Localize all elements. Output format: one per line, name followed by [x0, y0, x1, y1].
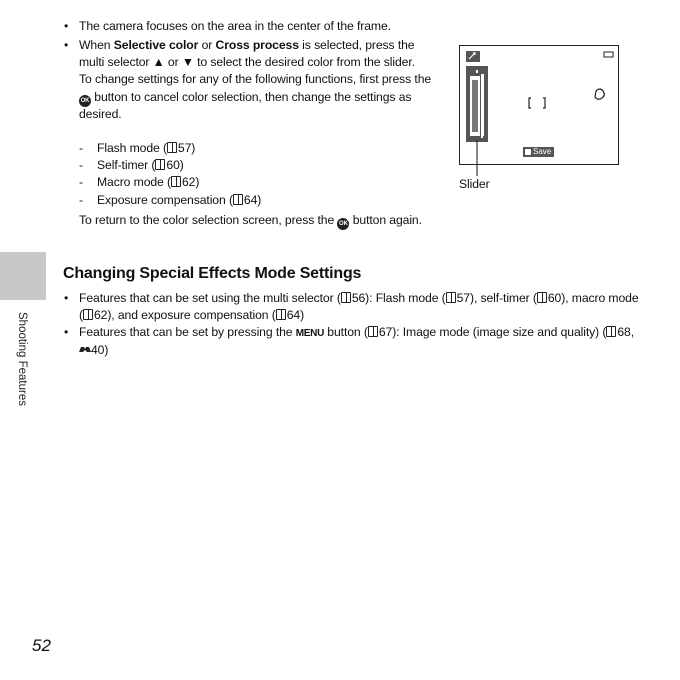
text: To return to the color selection screen, press the	[79, 213, 338, 227]
page-ref: 67	[378, 325, 393, 339]
text: )	[191, 141, 196, 155]
text: Macro mode (	[97, 175, 171, 190]
feature-bullet-multi-selector	[64, 290, 639, 324]
page-ref: 57	[177, 141, 192, 155]
ok-button-icon: OK	[337, 218, 349, 230]
text: button (	[324, 325, 368, 339]
bullet-text: The camera focuses on the area in the center of the frame.	[79, 19, 391, 33]
page-ref: 62	[181, 175, 196, 190]
text: ), macro mode (	[79, 291, 639, 323]
reference-icon	[167, 142, 177, 153]
reference-icon	[171, 176, 181, 187]
text: )	[300, 308, 305, 323]
bullet-item-selective-color	[64, 37, 439, 123]
dash: -	[79, 141, 83, 155]
bullet-dot: •	[64, 38, 69, 52]
bullet-dot: •	[64, 19, 69, 33]
text: or	[198, 38, 216, 52]
text: Features that can be set using the multi selector (	[79, 291, 341, 305]
section-heading: Changing Special Effects Mode Settings	[63, 265, 362, 282]
change-settings-paragraph	[79, 71, 439, 123]
feature-bullet-menu	[64, 324, 639, 359]
page-number: 52	[32, 636, 51, 655]
reference-icon	[276, 309, 286, 320]
text: Self-timer (	[97, 158, 156, 173]
text: Flash mode (	[97, 141, 167, 155]
reference-section-icon	[79, 346, 91, 354]
text: ): Image mode (image size and quality) (	[392, 325, 607, 339]
battery-icon	[604, 52, 613, 57]
text: ): Flash mode (	[365, 291, 446, 305]
page-ref: 60	[166, 158, 180, 173]
text: Features that can be set by pressing the	[79, 325, 296, 339]
sub-item-self-timer	[79, 157, 419, 174]
text: )	[179, 158, 184, 173]
sub-item-macro	[79, 174, 419, 191]
text: )	[195, 175, 200, 190]
side-tab	[0, 252, 46, 300]
reference-icon	[446, 292, 456, 303]
text: button to cancel color selection, then change the settings as desired.	[79, 89, 412, 121]
page-ref: 57	[456, 291, 470, 305]
dash: -	[79, 175, 83, 190]
term-selective-color: Selective color	[113, 38, 199, 52]
dash: -	[79, 158, 83, 173]
bullet-item-focus	[64, 18, 439, 35]
page-ref: 40	[91, 343, 105, 358]
bullet-dot: •	[64, 291, 69, 305]
page-ref: 64	[286, 308, 301, 323]
save-label: Save	[533, 147, 552, 156]
text: is selected, press the multi selector ▲ or ▼ to select the desired color from the slider.	[79, 38, 415, 70]
text: Exposure compensation (	[97, 192, 233, 207]
sub-item-exposure	[79, 192, 419, 209]
page-ref: 64	[243, 192, 258, 207]
slider-callout-line	[470, 140, 484, 180]
page-ref: 62	[93, 308, 108, 323]
text: button again.	[349, 213, 422, 227]
reference-icon	[341, 292, 351, 303]
text: ), self-timer (	[469, 291, 537, 305]
slider-caption: Slider	[459, 177, 490, 191]
text: ), and exposure compensation (	[107, 308, 276, 323]
text: ,	[630, 325, 634, 339]
reference-icon	[155, 159, 165, 170]
ok-button-icon: OK	[79, 95, 91, 107]
text: )	[257, 192, 262, 207]
reference-icon	[537, 292, 547, 303]
text: )	[104, 343, 109, 358]
reference-icon	[83, 309, 93, 320]
bullet-dot: •	[64, 325, 69, 339]
reference-icon	[233, 194, 243, 205]
text: To change settings for any of the following functions, first press the	[79, 72, 432, 87]
term-cross-process: Cross process	[215, 38, 299, 52]
focus-bracket-icon	[529, 98, 531, 108]
reference-icon	[368, 326, 378, 337]
side-tab-label: Shooting Features	[16, 312, 28, 406]
vibration-reduction-icon	[595, 89, 604, 99]
page-ref: 68	[617, 325, 631, 339]
page-ref: 60	[547, 291, 562, 305]
text: When	[79, 38, 114, 52]
page-ref: 56	[351, 291, 366, 305]
menu-button-label: MENU	[295, 328, 325, 339]
return-paragraph	[79, 212, 439, 229]
sub-item-flash	[79, 140, 419, 157]
reference-icon	[606, 326, 616, 337]
sub-list	[79, 140, 419, 209]
dash: -	[79, 192, 83, 207]
